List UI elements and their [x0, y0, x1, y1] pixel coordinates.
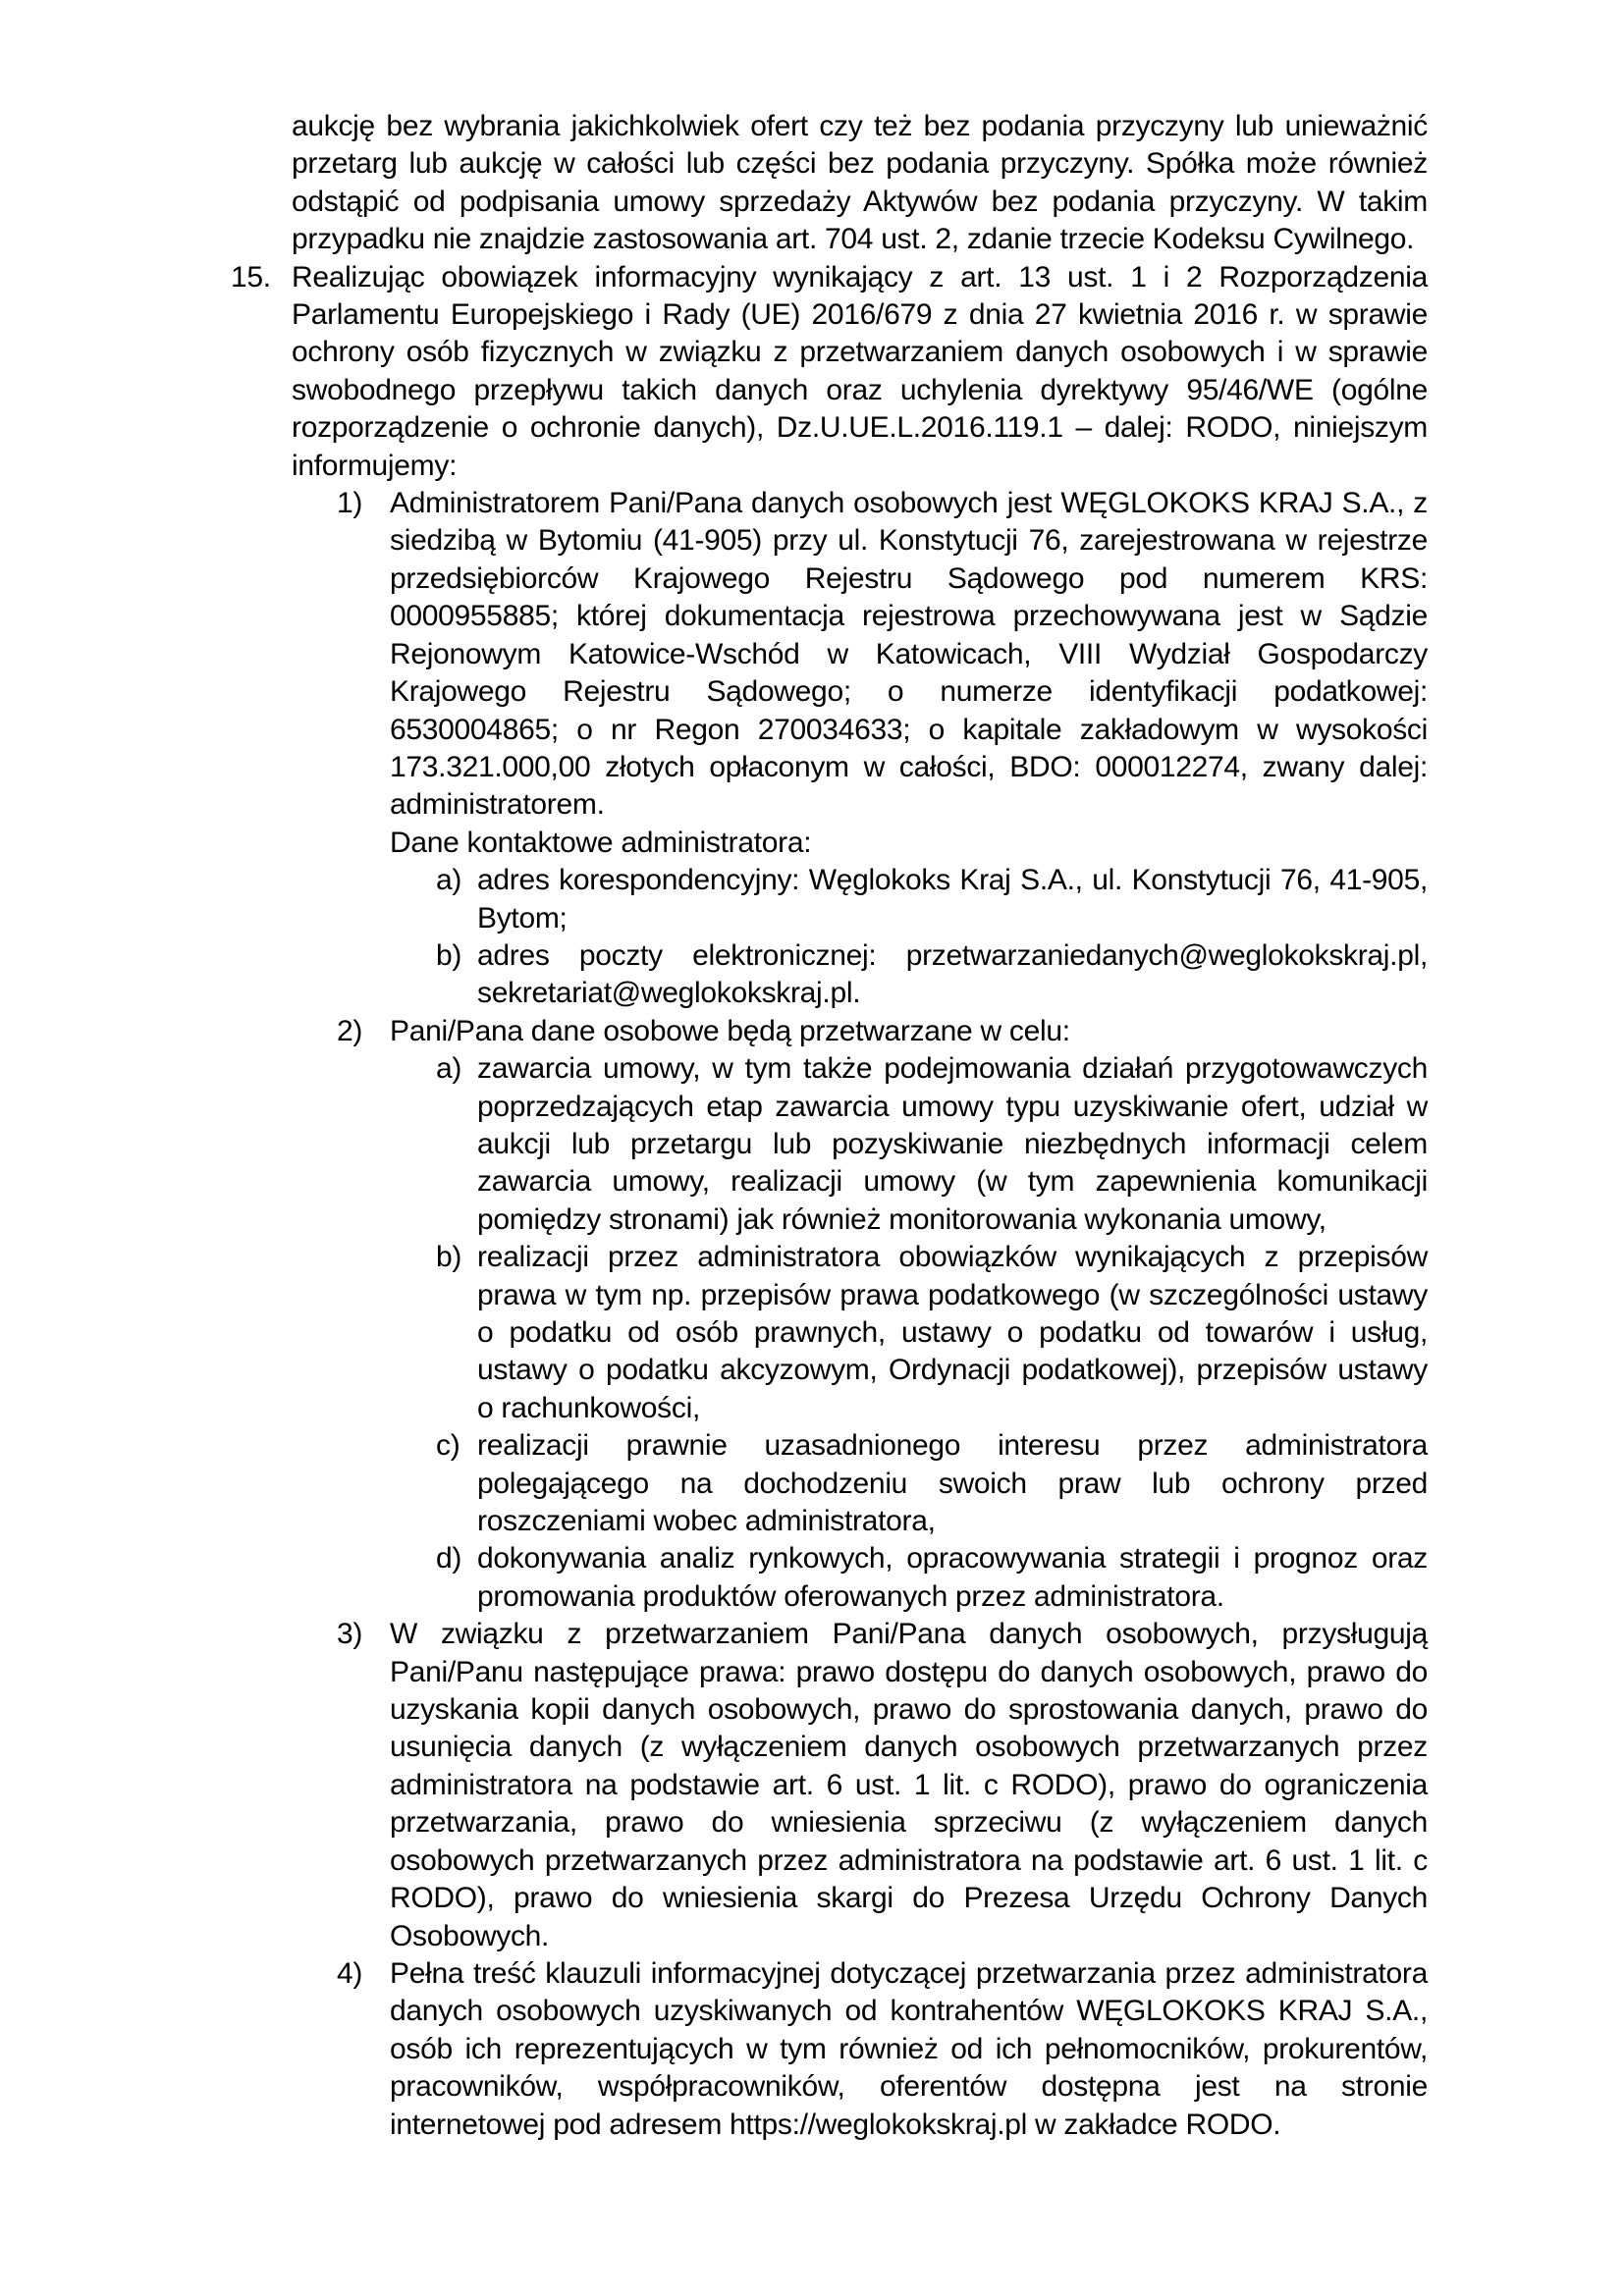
list-item-3-rights [337, 1616, 1428, 1955]
list-item-4-text: Pełna treść klauzuli informacyjnej dotyczącej przetwarzania przez administratora danych osobowych uzyskiwanych od kontrahentów WĘGLOKOKS KRAJ S.A., osób ich reprezentujących w tym również od ich pełnomocników, prokurentów, pracowników, współpracowników, oferentów dostępna jest na stronie internetowej pod adresem https://weglokokskraj.pl w zakładce RODO. [390, 1956, 1428, 2141]
list-item-3-text: W związku z przetwarzaniem Pani/Pana danych osobowych, przysługują Pani/Panu następujące prawa: prawo dostępu do danych osobowych, prawo do uzyskania kopii danych osobowych, prawo do sprostowania danych, prawo do usunięcia danych (z wyłączeniem danych osobowych przetwarzanych przez administratora na podstawie art. 6 ust. 1 lit. c RODO), prawo do ograniczenia przetwarzania, prawo do wniesienia sprzeciwu (z wyłączeniem danych osobowych przetwarzanych przez administratora na podstawie art. 6 ust. 1 lit. c RODO), prawo do wniesienia skargi do Prezesa Urzędu Ochrony Danych Osobowych. [390, 1618, 1428, 1952]
list-item-15-text: Realizując obowiązek informacyjny wynikający z art. 13 ust. 1 i 2 Rozporządzenia Parlamentu Europejskiego i Rady (UE) 2016/679 z dnia 27 kwietnia 2016 r. w sprawie ochrony osób fizycznych w związku z przetwarzaniem danych osobowych i w sprawie swobodnego przepływu takich danych oraz uchylenia dyrektywy 95/46/WE (ogólne rozporządzenie o ochronie danych), Dz.U.UE.L.2016.119.1 – dalej: RODO, niniejszym informujemy: [292, 260, 1428, 482]
contact-item-a [436, 862, 1428, 937]
purpose-item-b [436, 1239, 1428, 1427]
contact-heading: Dane kontaktowe administratora: [390, 826, 812, 859]
purpose-item-b-text: realizacji przez administratora obowiązków wynikających z przepisów prawa w tym np. przepisów prawa podatkowego (w szczególności ustawy o podatku od osób prawnych, ustawy o podatku od towarów i usług, ustawy o podatku akcyzowym, Ordynacji podatkowej), przepisów ustawy o rachunkowości, [477, 1241, 1428, 1424]
list-item-1-text: Administratorem Pani/Pana danych osobowych jest WĘGLOKOKS KRAJ S.A., z siedzibą w Bytomiu (41-905) przy ul. Konstytucji 76, zarejestrowana w rejestrze przedsiębiorców Krajowego Rejestru Sądowego pod numerem KRS: 0000955885; której dokumentacja rejestrowa przechowywana jest w Sądzie Rejonowym Katowice-Wschód w Katowicach, VIII Wydział Gospodarczy Krajowego Rejestru Sądowego; o numerze identyfikacji podatkowej: 6530004865; o nr Regon 270034633; o kapitale zakładowym w wysokości 173.321.000,00 złotych opłaconym w całości, BDO: 000012274, zwany dalej: administratorem. [390, 487, 1428, 822]
contact-item-a-letter: a) [436, 864, 462, 897]
purpose-item-d [436, 1540, 1428, 1616]
list-item-3-number: 3) [337, 1618, 363, 1651]
list-item-2-row [337, 1013, 1428, 1050]
list-item-1-number: 1) [337, 487, 363, 520]
list-item-15-number: 15. [231, 260, 271, 294]
purpose-item-d-text: dokonywania analiz rynkowych, opracowywania strategii i prognoz oraz promowania produktów oferowanych przez administratora. [477, 1542, 1428, 1613]
list-item-15 [231, 259, 1428, 485]
purpose-item-c-text: realizacji prawnie uzasadnionego interesu przez administratora polegającego na dochodzeniu swoich praw lub ochrony przed roszczeniami wobec administratora, [477, 1429, 1428, 1538]
list-item-4-number: 4) [337, 1956, 363, 1990]
purpose-item-a-text: zawarcia umowy, w tym także podejmowania działań przygotowawczych poprzedzających etap zawarcia umowy typu uzyskiwanie ofert, udział w aukcji lub przetargu lub pozyskiwanie niezbędnych informacji celem zawarcia umowy, realizacji umowy (w tym zapewnienia komunikacji pomiędzy stronami) jak również monitorowania wykonania umowy, [477, 1052, 1428, 1236]
list-item-2-number: 2) [337, 1014, 363, 1047]
list-item-1-row [337, 485, 1428, 825]
list-item-1-administrator [0, 485, 1624, 1013]
purpose-item-a [436, 1050, 1428, 1239]
purpose-item-c-letter: c) [436, 1429, 460, 1463]
paragraph-auction-terms: aukcję bez wybrania jakichkolwiek ofert czy też bez podania przyczyny lub unieważnić przetarg lub aukcję w całości lub części bez podania przyczyny. Spółka może również odstąpić od podpisania umowy sprzedaży Aktywów bez podania przyczyny. W takim przypadku nie znajdzie zastosowania art. 704 ust. 2, zdanie trzecie Kodeksu Cywilnego. [292, 110, 1428, 256]
list-item-4-full-clause [337, 1955, 1428, 2144]
list-item-2-text: Pani/Pana dane osobowe będą przetwarzane w celu: [390, 1014, 1070, 1047]
contact-item-a-text: adres korespondencyjny: Węglokoks Kraj S.A., ul. Konstytucji 76, 41-905, Bytom; [477, 864, 1428, 934]
contact-item-b-letter: b) [436, 938, 462, 972]
contact-item-b [436, 937, 1428, 1013]
list-item-2-purposes [0, 1013, 1624, 1617]
purpose-item-a-letter: a) [436, 1052, 462, 1086]
purpose-item-b-letter: b) [436, 1241, 462, 1274]
contact-item-b-text: adres poczty elektronicznej: przetwarzaniedanych@weglokokskraj.pl, sekretariat@weglokokskraj.pl. [477, 938, 1428, 1010]
purpose-item-d-letter: d) [436, 1542, 462, 1575]
purpose-item-c [436, 1427, 1428, 1540]
